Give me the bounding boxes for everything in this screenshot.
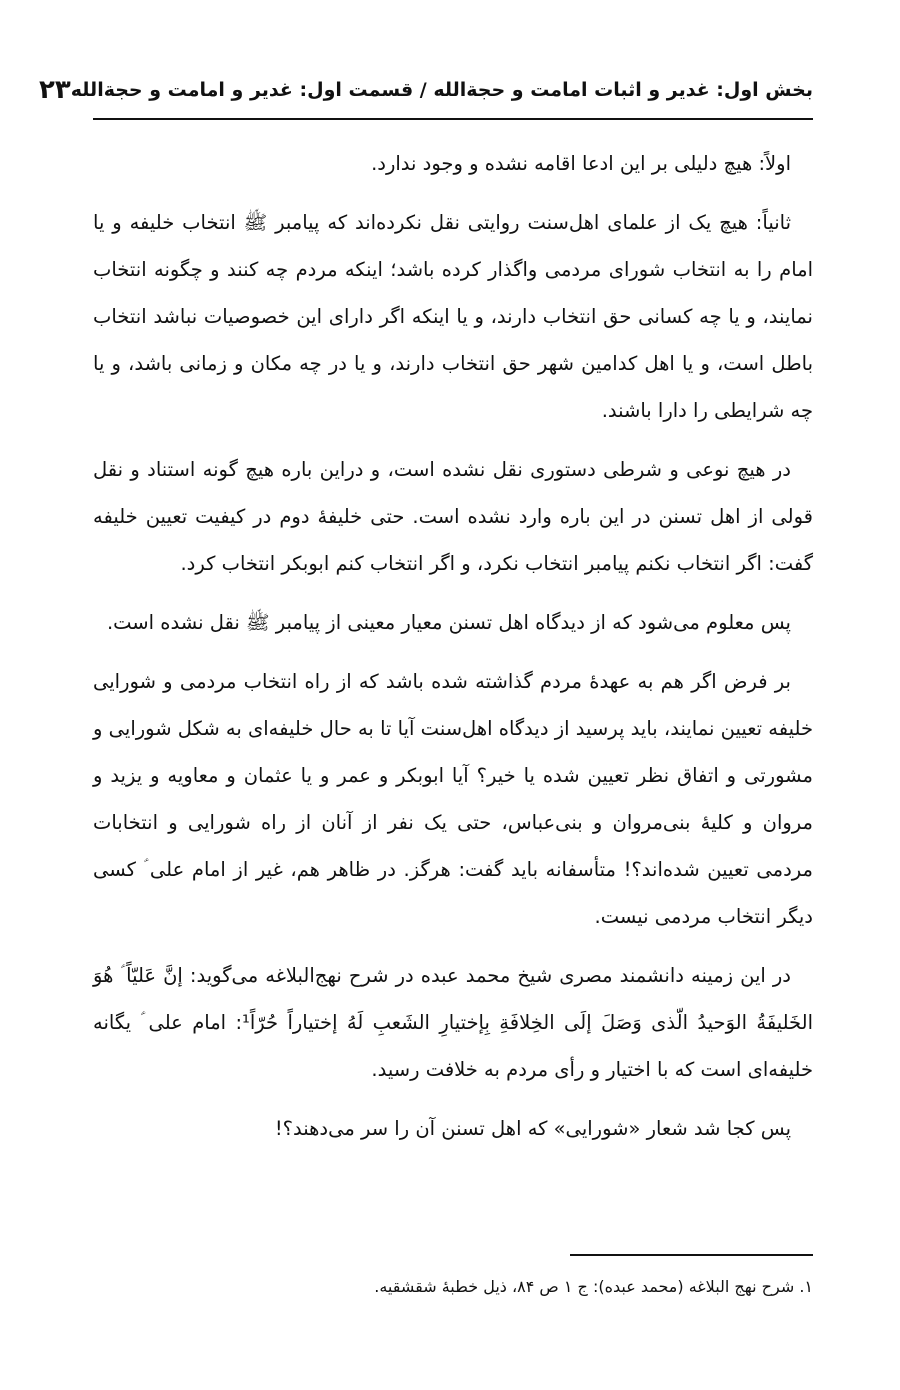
paragraph-5: بر فرض اگر هم به عهدهٔ مردم گذاشته شده باشد که از راه انتخاب مردمی و شورایی خلیفه تعیین نمایند، باید پرسید از دیدگاه اهل‌سنت آیا تا به حال خلیفه‌ای به شکل شورایی و مشورتی و اتفاق نظر تعیین شده یا خیر؟ آیا ابوبکر و عمر و یا عثمان و معاویه و یزید و مروان و کلیهٔ بنی‌مروان و بنی‌عباس، حتی یک نفر از آنان از راه شورایی و انتخابات مردمی تعیین شده‌اند؟! متأسفانه باید گفت: هرگز. در ظاهر هم، غیر از امام علی ؑ کسی دیگر انتخاب مردمی نیست. (93, 670, 813, 928)
footnote-rule (570, 1254, 813, 1256)
paragraph-2: ثانیاً: هیچ یک از علمای اهل‌سنت روایتی نقل نکرده‌اند که پیامبر ﷺ انتخاب خلیفه و یا امام را به انتخاب شورای مردمی واگذار کرده باشد؛ اینکه مردم چه کنند و چگونه انتخاب نمایند، و یا چه کسانی حق انتخاب دارند، و یا اینکه اگر دارای این خصوصیات نباشد انتخاب باطل است، و یا اهل کدامین شهر حق انتخاب دارند، و یا در چه مکان و زمانی باشد، و یا چه شرایطی را دارا باشند. (93, 211, 813, 422)
running-title: بخش اول: غدیر و اثبات امامت و حجةالله / قسمت اول: غدیر و امامت و حجةالله (70, 79, 813, 101)
body-text (93, 140, 813, 1164)
book-page (39, 0, 813, 1390)
header-rule (93, 118, 813, 120)
paragraph-1: اولاً: هیچ دلیلی بر این ادعا اقامه نشده و وجود ندارد. (371, 152, 791, 175)
paragraph-3: در هیچ نوعی و شرطی دستوری نقل نشده است، و دراین باره هیچ گونه استناد و نقل قولی از اهل تسنن در این باره وارد نشده است. حتی خلیفهٔ دوم در کیفیت تعیین خلیفه گفت: اگر انتخاب نکنم پیامبر انتخاب نکرد، و اگر انتخاب کنم ابوبکر انتخاب کرد. (93, 458, 813, 575)
footnote: ۱. شرح نهج البلاغه (محمد عبده): ج ۱ ص ۸۴، ذیل خطبهٔ شقشقیه. (374, 1277, 813, 1296)
running-head (39, 70, 813, 110)
page-number: ۲۳ (39, 75, 71, 105)
paragraph-4: پس معلوم می‌شود که از دیدگاه اهل تسنن معیار معینی از پیامبر ﷺ نقل نشده است. (106, 611, 791, 634)
paragraph-6: در این زمینه دانشمند مصری شیخ محمد عبده در شرح نهج‌البلاغه می‌گوید: إنَّ عَلیّاً ؑ هُوَ الخَلیفَةُ الوَحیدُ الّذی وَصَلَ إلَی الخِلافَةِ بِإختیارِ الشَعبِ لَهُ إختیاراً حُرّاً¹: امام علی ؑ یگانه خلیفه‌ای است که با اختیار و رأی مردم به خلافت رسید. (93, 964, 813, 1081)
paragraph-7: پس کجا شد شعار «شورایی» که اهل تسنن آن را سر می‌دهند؟! (274, 1117, 791, 1140)
